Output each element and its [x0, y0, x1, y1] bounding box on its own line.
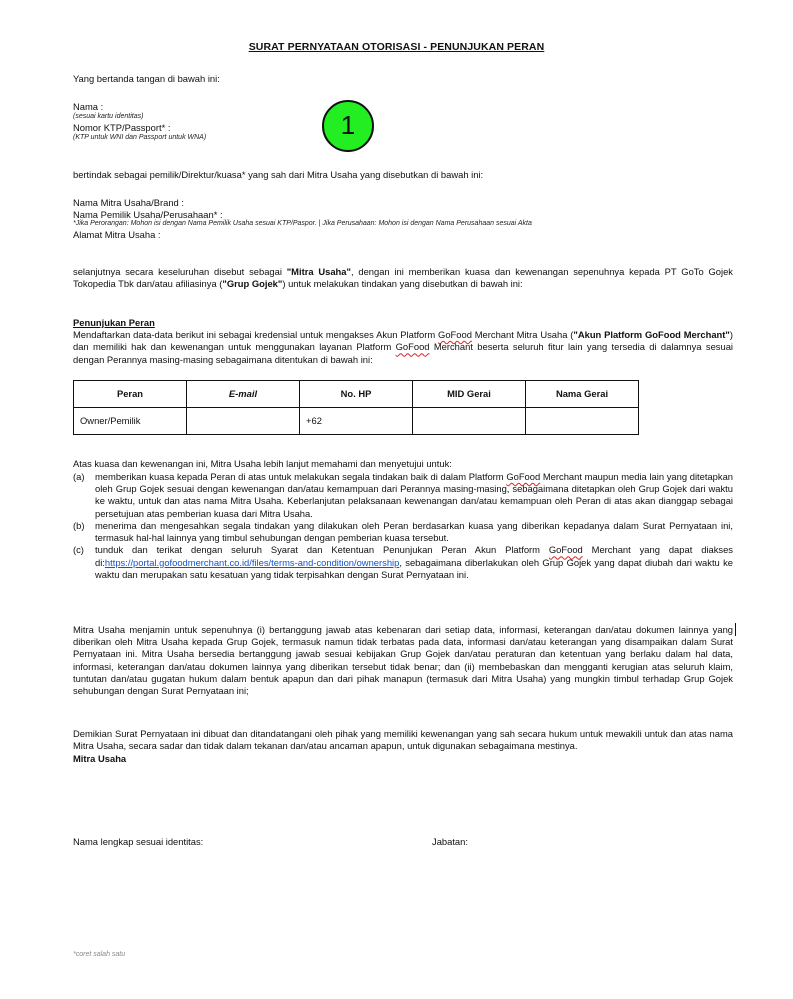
- gofood-word: GoFood: [395, 341, 430, 353]
- closing-paragraph: Demikian Surat Pernyataan ini dibuat dan ditandatangani oleh pihak yang memiliki kewenangan yang sah secara hukum untuk mewakili untuk dan atas nama Mitra Usaha, secara sadar dan tidak dalam tekanan dan/atau ancaman apapun, untuk digunakan sebagaimana mestinya.: [73, 728, 733, 752]
- table-header-row: [74, 381, 639, 408]
- section-text-d: Merchant beserta seluruh fitur lain yang tersedia di dalamnya sesuai dengan Perannya masing-masing sebagaimana ditentukan di bawah ini:: [73, 341, 733, 365]
- list-item: [73, 471, 733, 520]
- pemilik-note: *Jika Perorangan: Mohon isi dengan Nama Pemilik Usaha sesuai KTP/Paspor. | Jika Perusahaan: Mohon isi dengan Nama Perusahaan sesuai Akta: [73, 220, 532, 228]
- nama-field-note: (sesuai kartu identitas): [73, 113, 144, 121]
- roles-table: [73, 380, 639, 435]
- sign-name-label: Nama lengkap sesuai identitas:: [73, 836, 204, 847]
- section-text-a: Mendaftarkan data-data berikut ini sebagai kredensial untuk mengakses Akun Platform: [73, 329, 439, 341]
- identity-fields: [73, 101, 733, 142]
- cell-nohp[interactable]: +62: [300, 408, 413, 435]
- role-section: [73, 317, 733, 366]
- list-marker: (a): [73, 471, 85, 482]
- item-c-text-1: tunduk dan terikat dengan seluruh Syarat dan Ketentuan Penunjukan Peran Akun Platform: [95, 544, 549, 556]
- merchant-fields: [73, 197, 733, 241]
- text-cursor: [735, 623, 736, 636]
- cell-email[interactable]: [187, 408, 300, 435]
- section-text-c: ) dan memiliki hak dan kewenangan untuk menggunakan layanan Platform: [73, 329, 733, 353]
- cell-mid[interactable]: [413, 408, 526, 435]
- gofood-word: GoFood: [506, 471, 541, 482]
- warranty-paragraph: Mitra Usaha menjamin untuk sepenuhnya (i) bertanggung jawab atas kebenaran dari setiap data, informasi, keterangan dan/atau dokumen lainnya yang diberikan oleh Mitra Usaha kepada Grup Gojek, termasuk namun tidak terbatas pada data, informasi dan/atau keterangan yang disampaikan dalam Surat Pernyataan ini. Mitra Usaha bersedia bertanggung jawab sesuai kebijakan Grup Gojek dan/atau peraturan dan ketentuan yang berlaku dalam hal data, informasi, keterangan dan/atau dokumen lainnya yang diberikan tersebut tidak benar; dan (ii) membebaskan dan mengganti kerugian atas seluruh klaim, tuntutan dan/atau gugatan hukum dalam bentuk apapun dan dari pihak manapun (termasuk dari Mitra Usaha) yang mungkin timbul terhadap Grup Gojek sehubungan dengan Surat Pernyataan ini;: [73, 624, 733, 697]
- mitra-usaha-term: "Mitra Usaha": [286, 266, 351, 277]
- item-b-text: menerima dan mengesahkan segala tindakan yang dilakukan oleh Peran berdasarkan kuasa yang diberikan kepadanya dalam Surat Pernyataan ini, termasuk hal-hal lainnya yang timbul sehubungan dengan pemberian kuasa tersebut.: [95, 519, 733, 544]
- step-number-badge: 1: [322, 100, 374, 152]
- nama-field-label: Nama :: [73, 101, 104, 112]
- ktp-field-label: Nomor KTP/Passport* :: [73, 121, 171, 133]
- item-c-text-2: Merchant yang dapat diakses di:: [95, 544, 733, 568]
- grup-gojek-term: "Grup Gojek": [222, 278, 283, 290]
- col-header-nama-gerai: Nama Gerai: [526, 381, 639, 408]
- signer-label: Mitra Usaha: [73, 753, 127, 764]
- nama-mitra-label: Nama Mitra Usaha/Brand :: [73, 197, 184, 208]
- intro-text: Yang bertanda tangan di bawah ini:: [73, 73, 220, 84]
- item-a-text-2: Merchant maupun media lain yang ditetapkan oleh Grup Gojek sesuai dengan kewenangan dan/atau kemampuan dari Perannya masing-masing, sebagaimana ditetapkan oleh Grup Gojek dari waktu ke waktu, untuk dan atas nama Mitra Usaha. Keberlanjutan pelaksanaan kewenangan dan/atau kemampuan oleh Peran di atas akan dianggap sebagai persetujuan atas pemberian kuasa dari Mitra Usaha.: [95, 471, 733, 519]
- col-header-nohp: No. HP: [300, 381, 413, 408]
- document-title: SURAT PERNYATAAN OTORISASI - PENUNJUKAN PERAN: [248, 41, 545, 53]
- consent-list: [73, 471, 733, 581]
- para1-text-c: , dengan ini memberikan kuasa dan kewenangan sepenuhnya kepada PT GoTo Gojek Tokopedia Tbk dan/atau afiliasinya (: [73, 266, 733, 290]
- cell-nama-gerai[interactable]: [526, 408, 639, 435]
- col-header-mid: MID Gerai: [413, 381, 526, 408]
- sign-jabatan-label: Jabatan:: [432, 836, 468, 847]
- consent-intro: Atas kuasa dan kewenangan ini, Mitra Usaha lebih lanjut memahami dan menyetujui untuk:: [73, 458, 452, 469]
- col-header-peran: Peran: [74, 381, 187, 408]
- footnote: *coret salah satu: [73, 951, 126, 958]
- authorization-paragraph: [73, 266, 733, 290]
- item-a-text-1: memberikan kuasa kepada Peran di atas untuk melakukan segala tindakan baik di dalam Platform: [95, 471, 507, 482]
- section-text-b: Merchant Mitra Usaha (: [471, 329, 574, 341]
- item-c-text-3: , sebagaimana diberlakukan oleh Grup Gojek yang dapat diubah dari waktu ke waktu dan merupakan satu kesatuan yang tidak terpisahkan dengan Surat Pernyataan ini.: [95, 556, 733, 580]
- akun-platform-term: "Akun Platform GoFood Merchant": [573, 329, 730, 341]
- terms-link[interactable]: https://portal.gofoodmerchant.co.id/files/terms-and-condition/ownership: [104, 556, 400, 568]
- cell-peran: Owner/Pemilik: [74, 408, 187, 435]
- acting-statement: bertindak sebagai pemilik/Direktur/kuasa* yang sah dari Mitra Usaha yang disebutkan di bawah ini:: [73, 169, 484, 180]
- gofood-word: GoFood: [548, 544, 583, 556]
- list-marker: (c): [73, 544, 84, 556]
- para1-text-e: ) untuk melakukan tindakan yang disebutkan di bawah ini:: [282, 278, 523, 290]
- para1-text-a: selanjutnya secara keseluruhan disebut sebagai: [73, 266, 287, 277]
- section-paragraph: [73, 329, 733, 366]
- gofood-word: GoFood: [438, 329, 472, 341]
- nama-pemilik-label: Nama Pemilik Usaha/Perusahaan* :: [73, 209, 223, 221]
- ktp-field-note: (KTP untuk WNI dan Passport untuk WNA): [73, 133, 207, 141]
- col-header-email: E-mail: [187, 381, 300, 408]
- table-row: [74, 408, 639, 435]
- list-item: [73, 544, 733, 581]
- section-heading: Penunjukan Peran: [73, 317, 155, 328]
- list-item: [73, 520, 733, 544]
- alamat-label: Alamat Mitra Usaha :: [73, 228, 161, 240]
- list-marker: (b): [73, 519, 85, 531]
